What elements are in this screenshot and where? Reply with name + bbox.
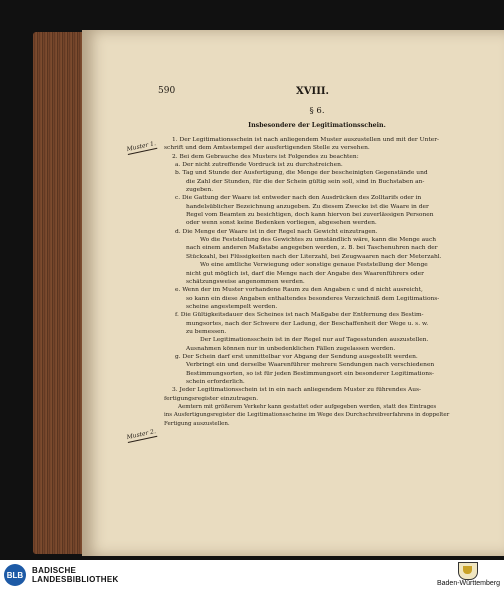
text-line: b. Tag und Stunde der Ausfertigung, die Menge der bescheinigten Gegenstände und [175, 170, 428, 177]
text-line: zugeben. [186, 187, 214, 194]
text-line: Der Legitimationsschein ist in der Regel nur auf Tagesstunden auszustellen. [200, 337, 429, 344]
book-page-edges [33, 32, 83, 554]
section-number: § 6. [309, 106, 325, 116]
text-line: Wo die Feststellung des Gewichtes zu umständlich wäre, kann die Menge auch [200, 237, 437, 244]
section-subtitle: Insbesondere der Legitimationsschein. [248, 122, 386, 129]
text-line: Verbringt ein und derselbe Waarenführer mehrere Sendungen nach verschiedenen [186, 362, 435, 369]
page-number: 590 [158, 86, 176, 96]
text-line: a. Der nicht zutreffende Vordruck ist zu durchstreichen. [175, 162, 343, 169]
text-line: fertigungsregister einzutragen. [164, 395, 259, 402]
text-line: Regel vom Beamten zu besichtigen, doch kann hiervon bei zuverlässigen Personen [186, 212, 434, 219]
text-line: 3. Jeder Legitimationsschein ist in ein nach anliegendem Muster zu führendes Aus- [172, 387, 422, 394]
text-line: Stückzahl, bei Flüssigkeiten nach der Literzahl, bei Zeugwaaren nach der Meterzahl. [186, 253, 442, 260]
text-line: Ausnahmen können nur in unbedenklichen Fällen zugelassen werden. [186, 345, 396, 352]
text-line: Fertigung auszustellen. [164, 420, 230, 427]
footer-bar [0, 560, 504, 592]
chapter-heading: XVIII. [296, 86, 330, 97]
body-text [164, 136, 459, 428]
text-line: e. Wenn der im Muster vorhandene Raum zu den Angaben c und d nicht ausreicht, [175, 287, 423, 294]
text-line: so kann ein diese Angaben enthaltendes besonderes Verzeichniß dem Legitimations- [186, 295, 440, 302]
text-line: c. Die Gattung der Waare ist entweder nach den Ausdrücken des Zolltarifs oder in [175, 195, 422, 202]
text-line: Aemtern mit größerem Verkehr kann gestattet oder aufgegeben werden, statt des Eintrages [178, 404, 437, 410]
library-name [32, 566, 119, 584]
text-line: die Zahl der Stunden, für die der Schein gültig sein soll, sind in Buchstaben an- [186, 178, 425, 185]
text-line: 1. Der Legitimationsschein ist nach anliegendem Muster auszustellen und mit der Unter- [172, 137, 440, 143]
text-line: handelsüblicher Bezeichnung anzugeben. Zu diesem Zwecke ist die Waare in der [186, 203, 429, 210]
text-line: g. Der Schein darf erst unmittelbar vor Abgang der Sendung ausgestellt werden. [175, 353, 418, 360]
text-line: f. Die Gültigkeitsdauer des Scheines ist nach Maßgabe der Entfernung des Bestim- [175, 312, 424, 319]
text-line: nach einem anderen Maßstabe angegeben werden, z. B. bei Taschenuhren nach der [186, 245, 438, 252]
text-line: mungsortes, nach der Schwere der Ladung, der Beschaffenheit der Wege u. s. w. [186, 320, 429, 327]
text-line: schein erforderlich. [186, 378, 245, 385]
text-line: Wo eine amtliche Verwiegung oder sonstige genaue Feststellung der Menge [200, 262, 428, 269]
text-line: nicht gut möglich ist, darf die Menge nach der Angabe des Waarenführers oder [186, 270, 424, 277]
text-line: schrift und dem Amtsstempel der ausfertigenden Stelle zu versehen. [164, 145, 370, 152]
blb-logo[interactable]: BLB [4, 564, 26, 586]
text-line: oder wenn sonst keine Bedenken vorliegen, abgesehen werden. [186, 220, 377, 227]
book-page [82, 30, 504, 556]
library-name-line1: BADISCHE [32, 566, 77, 575]
library-name-line2: LANDESBIBLIOTHEK [32, 575, 119, 584]
text-line: 2. Bei dem Gebrauche des Musters ist Folgendes zu beachten: [172, 153, 359, 160]
margin-note-muster-1: Muster 1. [126, 140, 157, 154]
text-line: Bestimmungsorten, so ist für jeden Bestimmungsort ein besonderer Legitimations- [186, 370, 435, 377]
text-line: ins Ausfertigungsregister die Legitimationsscheine im Wege des Durchschreibverfahrens in doppelter [164, 412, 450, 419]
state-name: Baden-Württemberg [436, 580, 500, 587]
coat-of-arms-icon [458, 562, 478, 580]
text-line: zu bemessen. [186, 328, 227, 335]
text-line: d. Die Menge der Waare ist in der Regel nach Gewicht einzutragen. [175, 228, 378, 235]
text-line: scheine angestempelt werden. [186, 303, 278, 310]
text-line: schätzungsweise angenommen werden. [186, 278, 305, 285]
margin-note-muster-2: Muster 2. [126, 428, 157, 442]
